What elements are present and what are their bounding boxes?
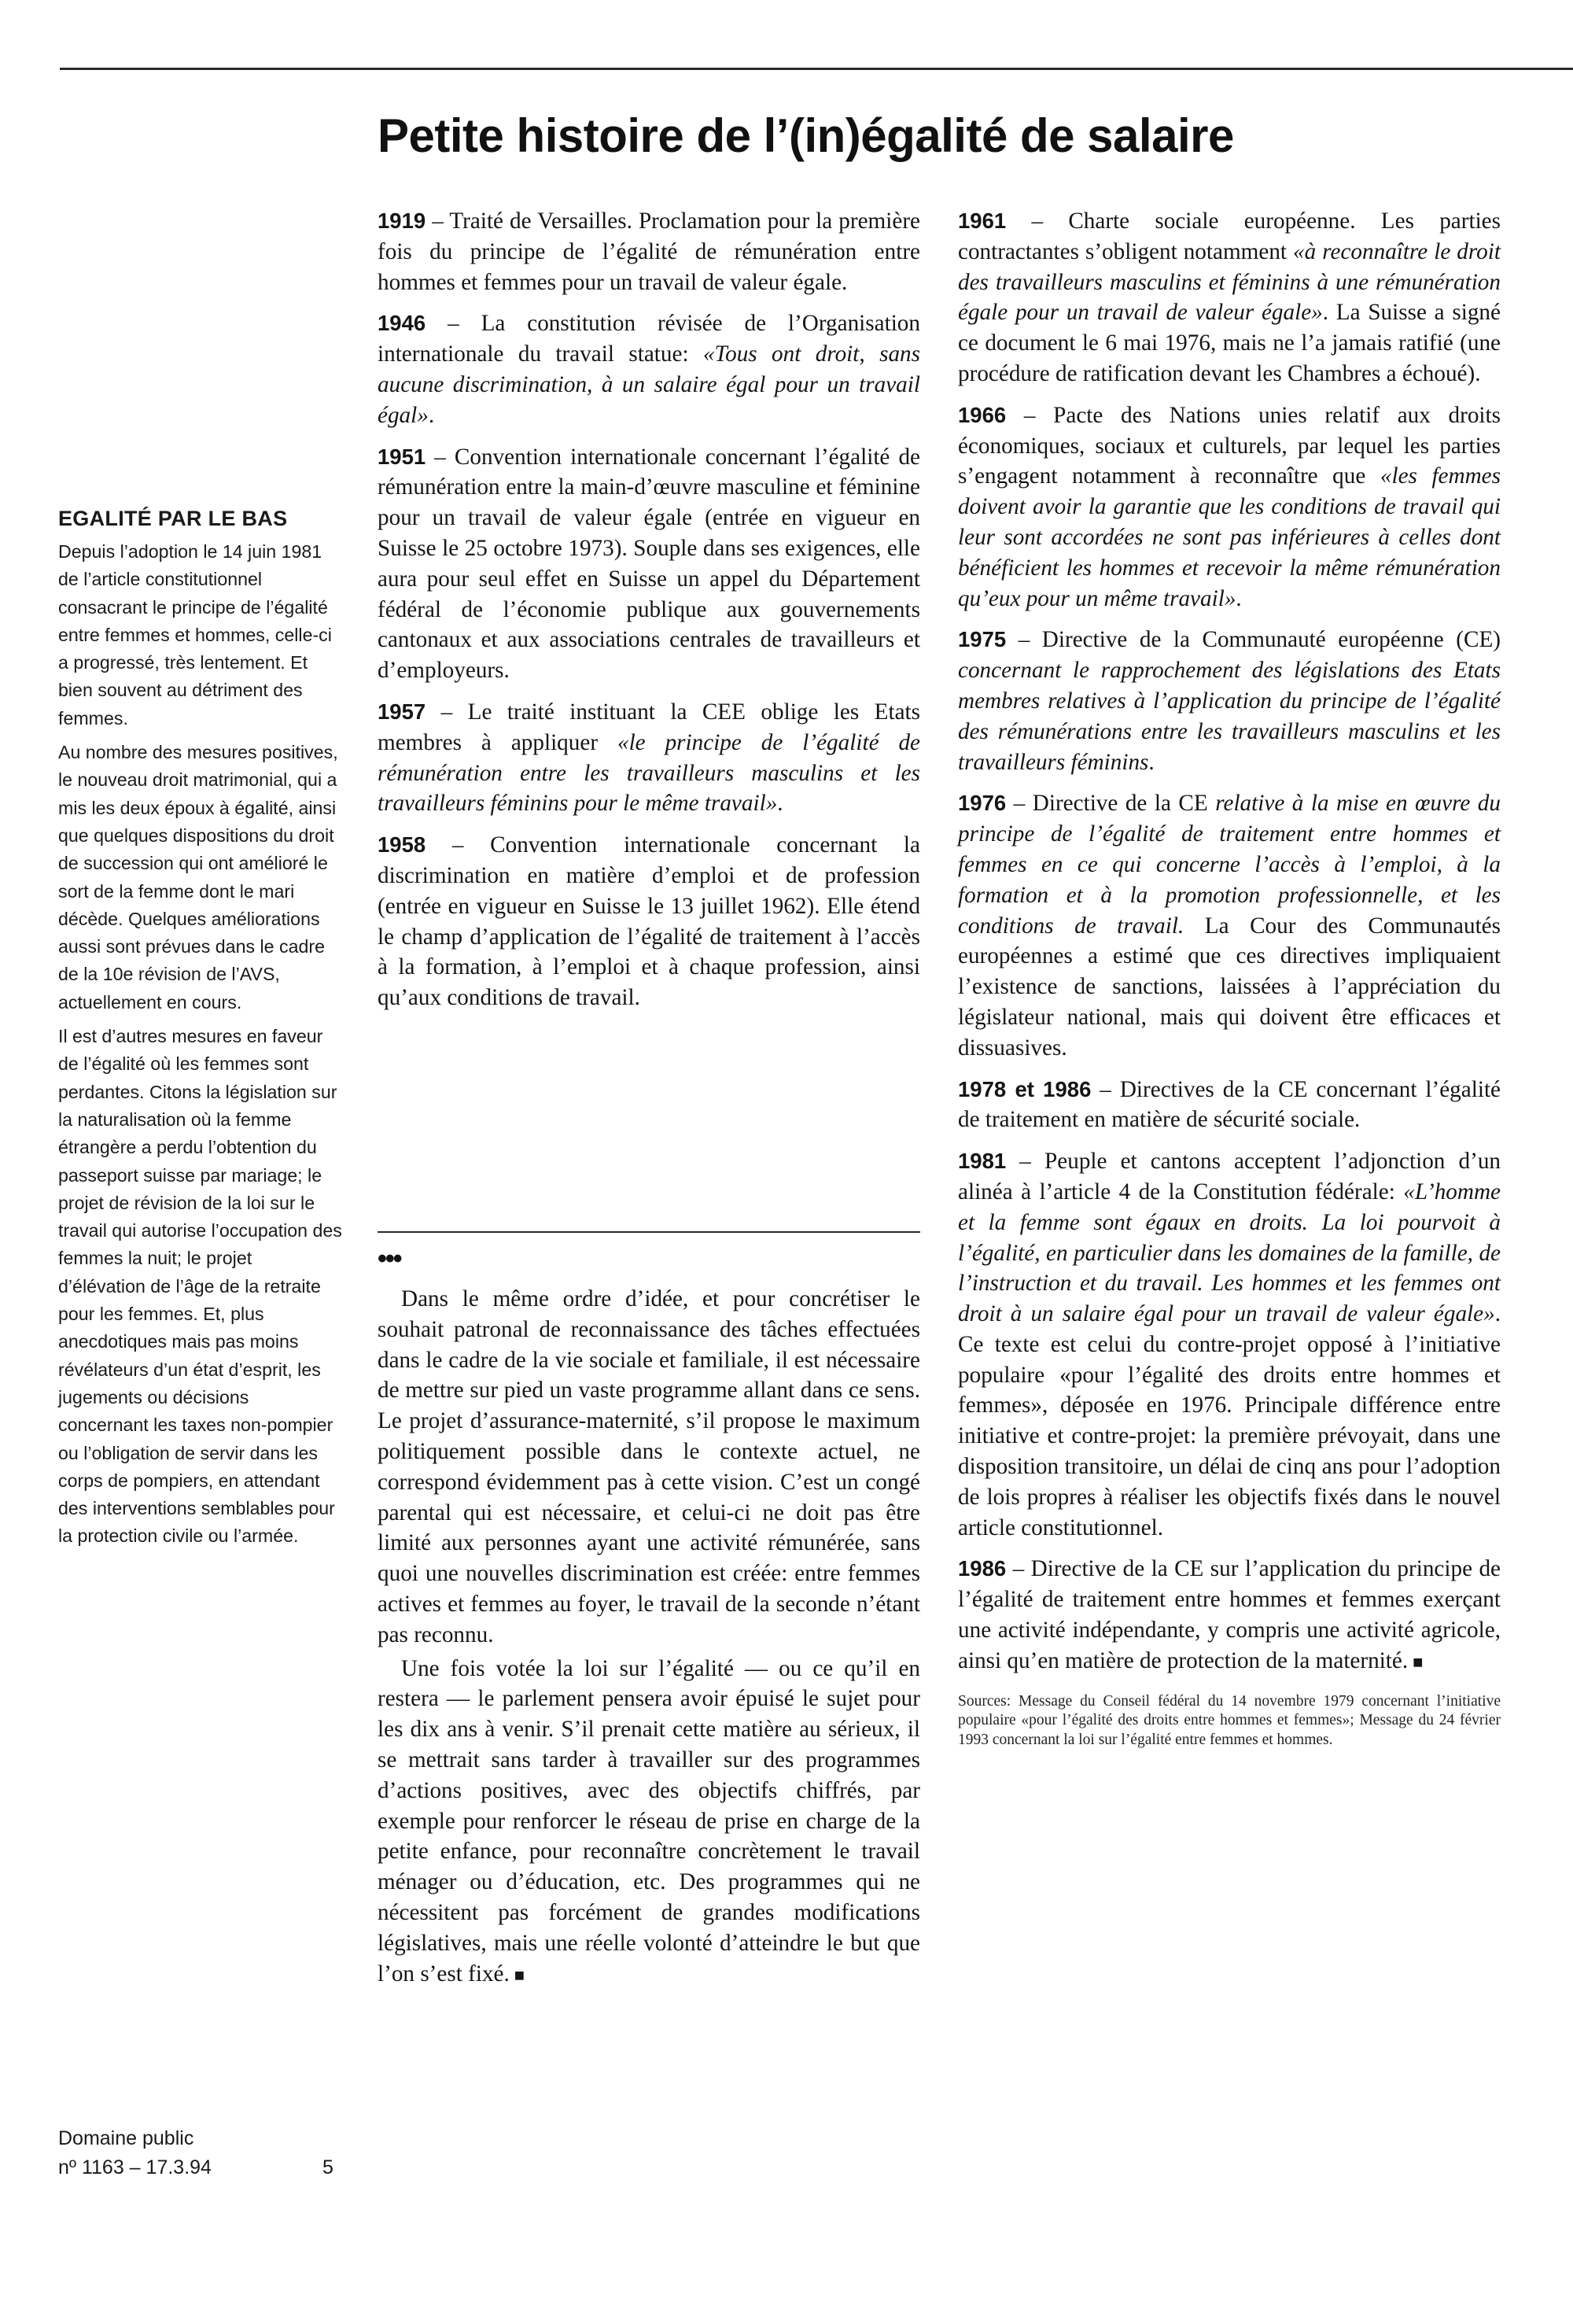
essay-paragraph-text: Une fois votée la loi sur l’égalité — ou ce qu’il en restera — le parlement pensera avoir épuisé le sujet pour les dix ans à venir. S’il prenait cette matière au sérieux, il se mettrait sans tarder à travailler sur des programmes d’actions positives, avec des objectifs chiffrés, par exemple pour renforcer le réseau de prise en charge de la petite enfance, pour reconnaître concrètement le travail ménager ou d’éducation, etc. Des programmes qui ne nécessitent pas forcément de grandes modifications législatives, mais une réelle volonté d’atteindre le but que l’on s’est fixé.	[378, 1655, 920, 1986]
timeline-right-column	[958, 206, 1501, 1750]
entry-text: Peuple et cantons acceptent l’adjonction d’un alinéa à l’article 4 de la Constitution fédérale:	[958, 1149, 1501, 1204]
timeline-entry: 1978 et 1986 – Directives de la CE concernant l’égalité de traitement en matière de sécurité sociale.	[958, 1076, 1501, 1133]
entry-text: Directive de la CE	[1032, 791, 1216, 817]
entry-year: 1978 et 1986	[958, 1076, 1092, 1101]
sidebar-heading: EGALITÉ PAR LE BAS	[58, 507, 288, 530]
essay-paragraph	[378, 1654, 920, 1991]
entry-text: Directive de la CE sur l’application du principe de l’égalité de traitement entre hommes et femmes exerçant une activité indépendante, y compris une activité agricole, ainsi qu’en matière de protection de la maternité.	[958, 1556, 1501, 1673]
essay	[378, 1284, 920, 1994]
timeline-entry: 1975 – Directive de la Communauté européenne (CE) concernant le rapprochement des législations des Etats membres relatives à l’application du principe de l’égalité des rémunérations entre les travailleurs masculins et les travailleurs féminins.	[958, 627, 1501, 775]
entry-after: . La Suisse a signé ce document le 6 mai 1976, mais ne l’a jamais ratifié (une procédure de ratification devant les Chambres a échoué).	[958, 300, 1501, 386]
entry-year: 1958	[378, 832, 426, 858]
entry-quote: concernant le rapprochement des législations des Etats membres relatives à l’application du principe de l’égalité des rémunérations entre les travailleurs masculins et les travailleurs féminins	[958, 658, 1501, 775]
issue-number: nº 1163 – 17.3.94	[58, 2156, 212, 2178]
top-rule	[60, 68, 1573, 70]
timeline-entry: 1951 – Convention internationale concernant l’égalité de rémunération entre la main-d’œuvre masculine et féminine pour un travail de valeur égale (entrée en vigueur en Suisse le 25 octobre 1973). Souple dans ses exigences, elle aura pour seul effet en Suisse un appel du Département fédéral de l’économie publique aux gouvernements cantonaux et aux associations centrales de travailleurs et d’employeurs.	[378, 444, 920, 684]
entry-year: 1976	[958, 791, 1007, 816]
page-number: 5	[322, 2156, 333, 2178]
timeline-entry: 1966 – Pacte des Nations unies relatif aux droits économiques, sociaux et culturels, par lequel les parties s’engagent notamment à reconnaître que «les femmes doivent avoir la garantie que les conditions de travail qui leur sont accordées ne sont pas inférieures à celles dont bénéficient les hommes et recevoir la même rémunération qu’eux pour un même travail».	[958, 402, 1501, 611]
timeline-entry: 1976 – Directive de la CE relative à la mise en œuvre du principe de l’égalité de traitement entre hommes et femmes en ce qui concerne l’accès à l’emploi, à la formation et à la promotion professionnelle, et les conditions de travail. La Cour des Communautés européennes a estimé que ces directives impliquaient l’existence de sanctions, laissées à l’appréciation du législateur national, mais qui doivent être efficaces et dissuasives.	[958, 791, 1501, 1061]
sources-note: Sources: Message du Conseil fédéral du 14 novembre 1979 concernant l’initiative populaire «pour l’égalité des droits entre hommes et femmes»; Message du 24 février 1993 concernant la loi sur l’égalité entre femmes et hommes.	[958, 1692, 1501, 1748]
entry-after: .	[428, 402, 435, 428]
entry-quote: «le principe de l’égalité de rémunération entre les travailleurs masculins et les travailleurs féminins pour le même travail»	[378, 729, 921, 817]
timeline-entry: 1958 – Convention internationale concernant la discrimination en matière d’emploi et de profession (entrée en vigueur en Suisse le 13 juillet 1962). Elle étend le champ d’application de l’égalité de traitement à l’accès à la formation, à l’emploi et à chaque profession, ainsi qu’aux conditions de travail.	[378, 832, 920, 1011]
entry-after: .	[1148, 749, 1155, 775]
essay-paragraph: Dans le même ordre d’idée, et pour concrétiser le souhait patronal de reconnaissance des tâches effectuées dans le cadre de la vie sociale et familiale, il est nécessaire de mettre sur pied un vaste programme allant dans ce sens. Le projet d’assurance-maternité, s’il propose le maximum politiquement possible dans le contexte actuel, ne correspond évidemment pas à cette vision. C’est un congé parental qui est nécessaire, et celui-ci ne doit pas être limité aux personnes ayant une activité rémunérée, sans quoi une nouvelles discrimination est créée: entre femmes actives et femmes au foyer, le travail de la seconde n’étant pas reconnu.	[378, 1286, 920, 1647]
entry-after: .	[1236, 585, 1242, 611]
timeline-middle-column	[378, 206, 920, 1024]
entry-text: Traité de Versailles. Proclamation pour la première fois du principe de l’égalité de rémunération entre hommes et femmes pour un travail de valeur égale.	[378, 208, 920, 295]
entry-quote: «L’homme et la femme sont égaux en droits. La loi pourvoit à l’égalité, en particulier dans les domaines de la famille, de l’instruction et du travail. Les hommes et les femmes ont droit à un salaire égal pour un travail de valeur égale»	[958, 1179, 1501, 1327]
entry-year: 1981	[958, 1149, 1007, 1174]
entry-year: 1975	[958, 627, 1007, 652]
entry-text: Charte sociale européenne. Les parties contractantes s’obligent notamment	[958, 208, 1501, 264]
separator-bullets: •••	[378, 1244, 401, 1274]
sidebar	[58, 505, 343, 1557]
entry-year: 1966	[958, 402, 1007, 427]
timeline-entry: 1946 – La constitution révisée de l’Organisation internationale du travail statue: «Tous ont droit, sans aucune discrimination, à un salaire égal pour un travail égal».	[378, 311, 920, 428]
entry-text: Convention internationale concernant l’égalité de rémunération entre la main-d’œuvre masculine et féminine pour un travail de valeur égale (entrée en vigueur en Suisse le 25 octobre 1973). Souple dans ses exigences, elle aura pour seul effet en Suisse un appel du Département fédéral de l’économie publique aux gouvernements cantonaux et aux associations centrales de travailleurs et d’employeurs.	[378, 444, 920, 684]
entry-quote: «Tous ont droit, sans aucune discrimination, à un salaire égal pour un travail égal»	[378, 341, 920, 428]
timeline-entry: 1961 – Charte sociale européenne. Les parties contractantes s’obligent notamment «à reconnaître le droit des travailleurs masculins et féminins à une rémunération égale pour un travail de valeur égale». La Suisse a signé ce document le 6 mai 1976, mais ne l’a jamais ratifié (une procédure de ratification devant les Chambres a échoué).	[958, 208, 1501, 386]
section-divider	[378, 1231, 920, 1233]
sidebar-paragraph: Au nombre des mesures positives, le nouveau droit matrimonial, qui a mis les deux époux à égalité, ainsi que quelques dispositions du droit de succession qui ont amélioré le sort de la femme dont le mari décède. Quelques améliorations aussi sont prévues dans le cadre de la 10e révision de l’AVS, actuellement en cours.	[58, 742, 338, 1013]
entry-year: 1946	[378, 311, 426, 336]
entry-text: Pacte des Nations unies relatif aux droits économiques, sociaux et culturels, par lequel les parties s’engagent notamment à reconnaître que	[958, 402, 1501, 489]
publication-name: Domaine public	[58, 2127, 194, 2149]
entry-year: 1957	[378, 699, 426, 724]
sidebar-paragraph: Depuis l’adoption le 14 juin 1981 de l’article constitutionnel consacrant le principe de l’égalité entre femmes et hommes, celle-ci a progressé, très lentement. Et bien souvent au détriment des femmes.	[58, 541, 332, 729]
timeline-entry: 1986 – Directive de la CE sur l’application du principe de l’égalité de traitement entre hommes et femmes exerçant une activité indépendante, y compris une activité agricole, ainsi qu’en matière de protection de la maternité. ■	[958, 1556, 1501, 1673]
entry-after: La Cour des Communautés européennes a estimé que ces directives impliquaient l’existence de sanctions, laissées à l’appréciation du législateur national, mais qui doivent être efficaces et dissuasives.	[958, 913, 1501, 1061]
article-title: Petite histoire de l’(in)égalité de salaire	[378, 109, 1234, 162]
entry-quote: relative à la mise en œuvre du principe de l’égalité de traitement entre hommes et femmes en ce qui concerne l’accès à l’emploi, à la formation et à la promotion professionnelle, et les conditions de travail.	[958, 791, 1501, 939]
entry-text: Convention internationale concernant la discrimination en matière d’emploi et de profession (entrée en vigueur en Suisse le 13 juillet 1962). Elle étend le champ d’application de l’égalité de traitement à l’accès à la formation, à l’emploi et à chaque profession, ainsi qu’aux conditions de travail.	[378, 832, 920, 1011]
entry-quote: «les femmes doivent avoir la garantie que les conditions de travail qui leur sont accordées ne sont pas inférieures à celles dont bénéficient les hommes et recevoir la même rémunération qu’eux pour un même travail»	[958, 463, 1501, 611]
timeline-entry: 1981 – Peuple et cantons acceptent l’adjonction d’un alinéa à l’article 4 de la Constitution fédérale: «L’homme et la femme sont égaux en droits. La loi pourvoit à l’égalité, en particulier dans les domaines de la famille, de l’instruction et du travail. Les hommes et les femmes ont droit à un salaire égal pour un travail de valeur égale». Ce texte est celui du contre-projet opposé à l’initiative populaire «pour l’égalité des droits entre hommes et femmes», déposée en 1976. Principale différence entre initiative et contre-projet: la première prévoyait, dans une disposition transitoire, un délai de cinq ans pour l’adoption de lois propres à réaliser les objectifs fixés dans le nouvel article constitutionnel.	[958, 1149, 1501, 1540]
timeline-entry: 1919 – Traité de Versailles. Proclamation pour la première fois du principe de l’égalité de rémunération entre hommes et femmes pour un travail de valeur égale.	[378, 208, 920, 295]
entry-text: Le traité instituant la CEE oblige les Etats membres à appliquer	[378, 699, 921, 755]
entry-text: Directives de la CE concernant l’égalité de traitement en matière de sécurité sociale.	[958, 1076, 1501, 1133]
entry-after: .	[777, 791, 783, 817]
end-mark: ■	[514, 1964, 525, 1985]
entry-quote: «à reconnaître le droit des travailleurs masculins et féminins à une rémunération égale pour un travail de valeur égale»	[958, 238, 1501, 326]
entry-year: 1961	[958, 208, 1007, 233]
entry-year: 1919	[378, 208, 426, 233]
entry-text: La constitution révisée de l’Organisation internationale du travail statue:	[378, 311, 920, 367]
end-mark: ■	[1413, 1651, 1424, 1672]
timeline-entry: 1957 – Le traité instituant la CEE oblige les Etats membres à appliquer «le principe de l’égalité de rémunération entre les travailleurs masculins et les travailleurs féminins pour le même travail».	[378, 699, 921, 817]
footer	[58, 2124, 333, 2182]
entry-year: 1986	[958, 1556, 1007, 1581]
entry-year: 1951	[378, 444, 426, 469]
sidebar-paragraph: Il est d’autres mesures en faveur de l’égalité où les femmes sont perdantes. Citons la législation sur la naturalisation où la femme étrangère a perdu l’obtention du passeport suisse par mariage; le projet de révision de la loi sur le travail qui autorise l’occupation des femmes la nuit; le projet d’élévation de l’âge de la retraite pour les femmes. Et, plus anecdotiques mais pas moins révélateurs d’un état d’esprit, les jugements ou décisions concernant les taxes non-pompier ou l’obligation de servir dans les corps de pompiers, en attendant des interventions semblables pour la protection civile ou l’armée.	[58, 1026, 342, 1547]
entry-after: . Ce texte est celui du contre-projet opposé à l’initiative populaire «pour l’égalité des droits entre hommes et femmes», déposée en 1976. Principale différence entre initiative et contre-projet: la première prévoyait, dans une disposition transitoire, un délai de cinq ans pour l’adoption de lois propres à réaliser les objectifs fixés dans le nouvel article constitutionnel.	[958, 1301, 1501, 1540]
entry-text: Directive de la Communauté européenne (CE)	[1041, 627, 1501, 653]
